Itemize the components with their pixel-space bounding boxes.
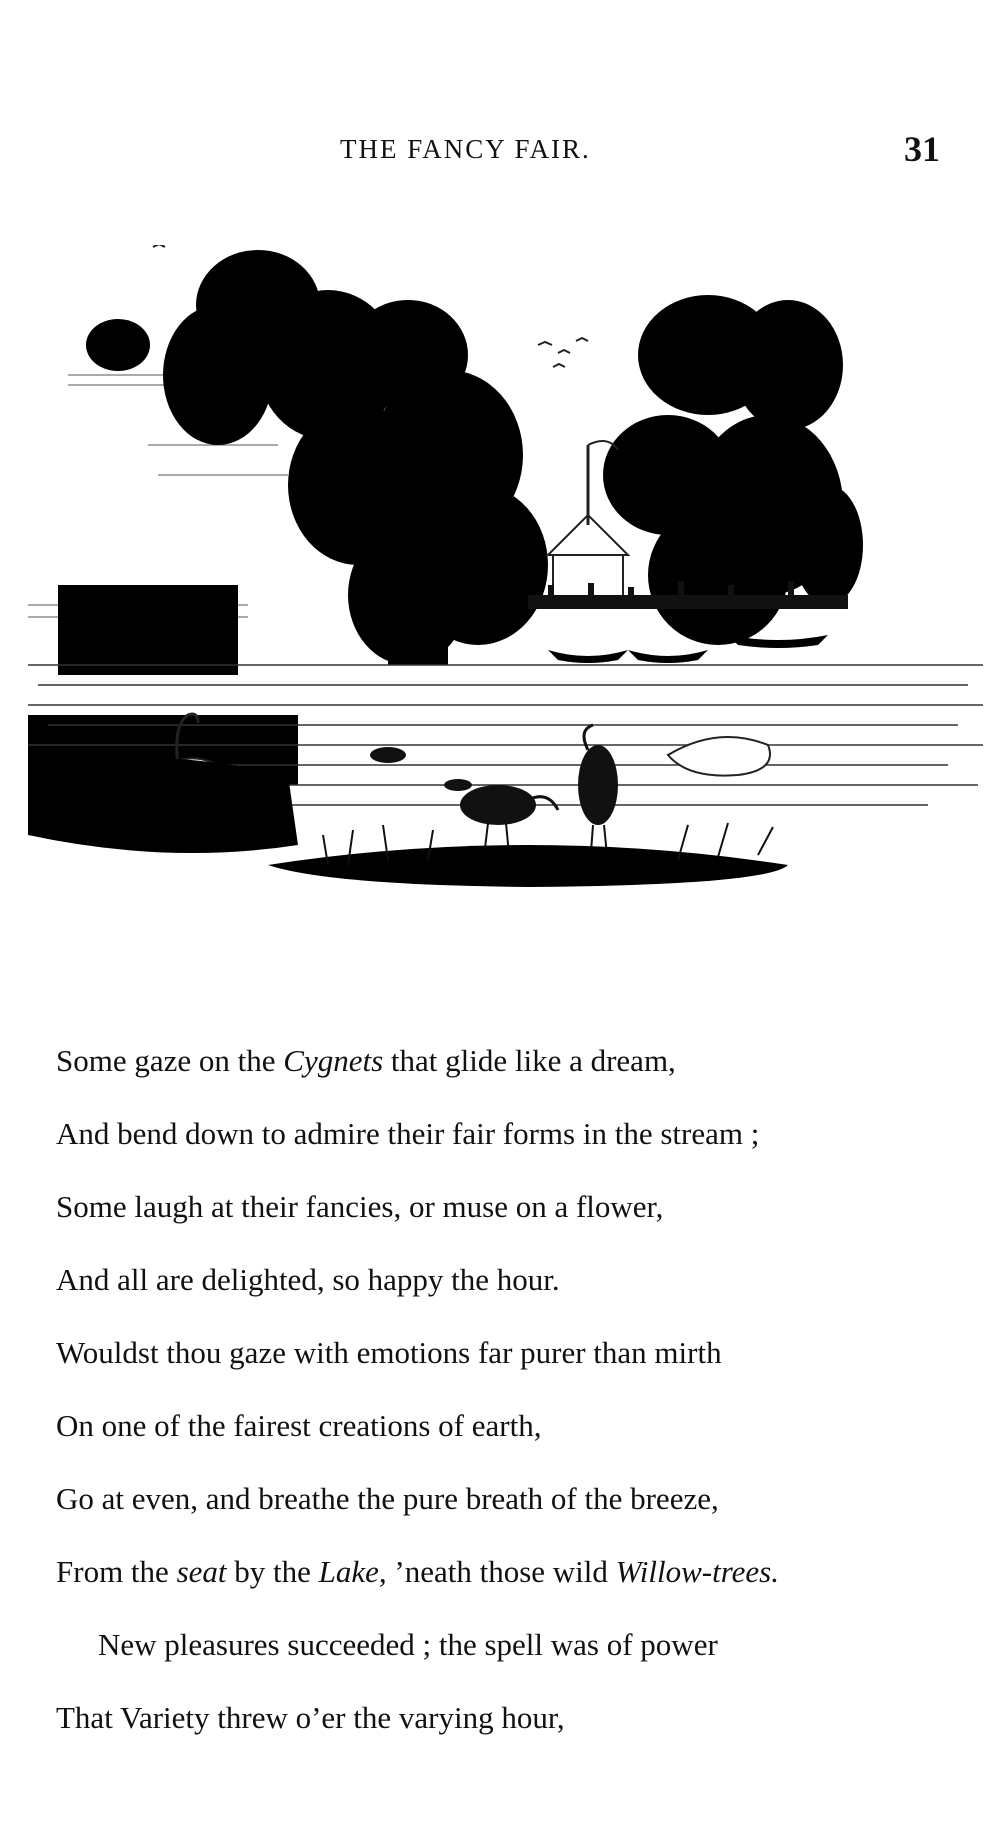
verse-line	[56, 1181, 976, 1254]
verse-line	[56, 1108, 976, 1181]
verse-line	[56, 1254, 976, 1327]
line-text: that glide like a dream,	[383, 1043, 676, 1078]
verse-line	[56, 1692, 976, 1765]
verse	[56, 1035, 976, 1765]
line-text: by the	[226, 1554, 319, 1589]
italic-text: seat	[176, 1554, 227, 1589]
line-text: And bend down to admire their fair forms in the stream ;	[56, 1116, 760, 1151]
running-head	[0, 128, 1000, 168]
line-text: New pleasures succeeded ; the spell was of power	[98, 1627, 718, 1662]
verse-line	[56, 1619, 976, 1692]
line-text: Wouldst thou gaze with emotions far purer than mirth	[56, 1335, 722, 1370]
line-text: And all are delighted, so happy the hour.	[56, 1262, 560, 1297]
lake-scene-engraving-icon	[28, 245, 983, 1005]
line-text: From the	[56, 1554, 177, 1589]
foreground-bank	[28, 757, 788, 887]
line-text: Go at even, and breathe the pure breath of the breeze,	[56, 1481, 719, 1516]
running-title: THE FANCY FAIR.	[340, 134, 591, 164]
verse-line	[56, 1400, 976, 1473]
italic-text: Cygnets	[283, 1043, 384, 1078]
italic-text: Lake,	[318, 1554, 387, 1589]
herons	[460, 725, 618, 865]
line-text: ’neath those wild	[386, 1554, 616, 1589]
page-number: 31	[904, 129, 940, 169]
verse-line	[56, 1035, 976, 1108]
line-text: Some laugh at their fancies, or muse on a flower,	[56, 1189, 664, 1224]
line-text: That Variety threw o’er the varying hour,	[56, 1700, 565, 1735]
line-text: Some gaze on the	[56, 1043, 284, 1078]
line-text: On one of the fairest creations of earth,	[56, 1408, 542, 1443]
verse-line	[56, 1327, 976, 1400]
verse-line	[56, 1473, 976, 1546]
boats	[548, 635, 828, 663]
verse-line	[56, 1546, 976, 1619]
italic-text: Willow-trees.	[615, 1554, 779, 1589]
